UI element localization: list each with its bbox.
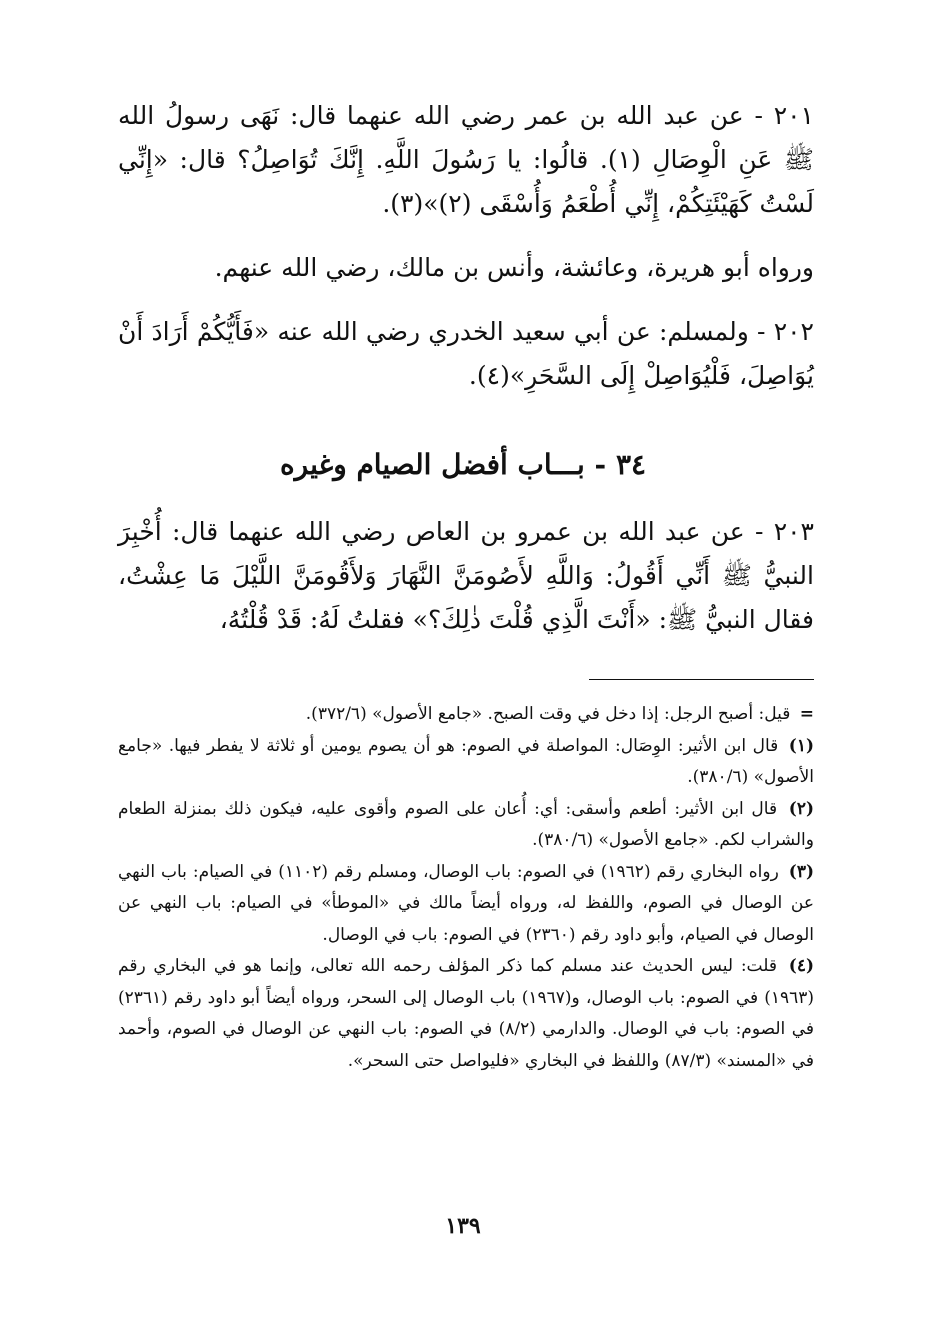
footnote-3 — [118, 857, 814, 952]
footnote-marker: (٢) — [788, 798, 814, 819]
footnote-separator — [589, 679, 814, 680]
hadith-201-narration — [118, 246, 814, 290]
footnote-2 — [118, 794, 814, 857]
narration-text: ورواه أبو هريرة، وعائشة، وأنس بن مالك، رضي الله عنهم. — [214, 253, 814, 282]
footnote-marker: = — [799, 704, 814, 724]
footnote-4 — [118, 951, 814, 1077]
hadith-201-text: ٢٠١ - عن عبد الله بن عمر رضي الله عنهما قال: نَهَى رسولُ الله ﷺ عَنِ الْوِصَالِ (١). قالُوا: يا رَسُولَ اللَّهِ. إِنَّكَ تُوَاصِلُ؟ قال: «إِنِّي لَسْتُ كَهَيْئَتِكُمْ، إِنِّي أُطْعَمُ وَأُسْقَى (٢)»(٣). — [118, 101, 814, 218]
footnote-marker: (٤) — [788, 956, 814, 976]
footnote-text: قال ابن الأثير: أطعم وأسقى: أي: أُعان على الصوم وأقوى عليه، فيكون ذلك بمنزلة الطعام والشراب لكم. «جامع الأصول» (٣٨٠/٦). — [118, 798, 814, 850]
chapter-title: ٣٤ - بـــاب أفضل الصيام وغيره — [279, 448, 647, 481]
hadith-201 — [118, 94, 814, 226]
hadith-203 — [118, 510, 814, 642]
footnote-text: قلت: ليس الحديث عند مسلم كما ذكر المؤلف رحمه الله تعالى، وإنما هو في البخاري رقم (١٩٦٣) في الصوم: باب الوصال، و(١٩٦٧) باب الوصال إلى السحر، ورواه أيضاً أبو داود رقم (٢٣٦١) في الصوم: باب في الوصال. والدارمي (٨/٢) في الصوم: باب النهي عن الوصال في الصوم، وأحمد في «المسند» (٨٧/٣) واللفظ في البخاري «فليواصل حتى السحر». — [118, 956, 814, 1071]
footnote-marker: (٣) — [788, 861, 814, 882]
footnote-marker: (١) — [788, 735, 814, 756]
footnotes — [118, 699, 814, 1077]
hadith-202 — [118, 310, 814, 398]
hadith-203-text: ٢٠٣ - عن عبد الله بن عمرو بن العاص رضي الله عنهما قال: أُخْبِرَ النبيُّ ﷺ أَنِّي أَقُولُ: وَاللَّهِ لأَصُومَنَّ النَّهَارَ وَلأَقُومَنَّ اللَّيْلَ مَا عِشْتُ، فقال النبيُّ ﷺ: «أَنْتَ الَّذِي قُلْتَ ذٰلِكَ؟» فقلتُ لَهُ: قَدْ قُلْتُهُ، — [118, 517, 814, 634]
page-number: ١٣٩ — [445, 1213, 481, 1239]
footnote-text: رواه البخاري رقم (١٩٦٢) في الصوم: باب الوصال، ومسلم رقم (١١٠٢) في الصيام: باب النهي عن الوصال في الصوم، واللفظ له، ورواه أيضاً مالك في «الموطأ» في الصيام: باب النهي عن الوصال في الصيام، وأبو داود رقم (٢٣٦٠) في الصوم: باب في الوصال. — [118, 861, 814, 945]
hadith-202-text: ٢٠٢ - ولمسلم: عن أبي سعيد الخدري رضي الله عنه «فَأَيُّكُمْ أَرَادَ أَنْ يُوَاصِلَ، فَلْيُوَاصِلْ إِلَى السَّحَرِ»(٤). — [118, 317, 814, 390]
footnote-text: قال ابن الأثير: الوِصَال: المواصلة في الصوم: هو أن يصوم يومين أو ثلاثة لا يفطر فيها. «جامع الأصول» (٣٨٠/٦). — [118, 735, 814, 787]
footnote-continuation — [118, 699, 814, 731]
footnote-text: قيل: أصبح الرجل: إذا دخل في وقت الصبح. «جامع الأصول» (٣٧٢/٦). — [305, 704, 791, 724]
footnote-1 — [118, 731, 814, 794]
